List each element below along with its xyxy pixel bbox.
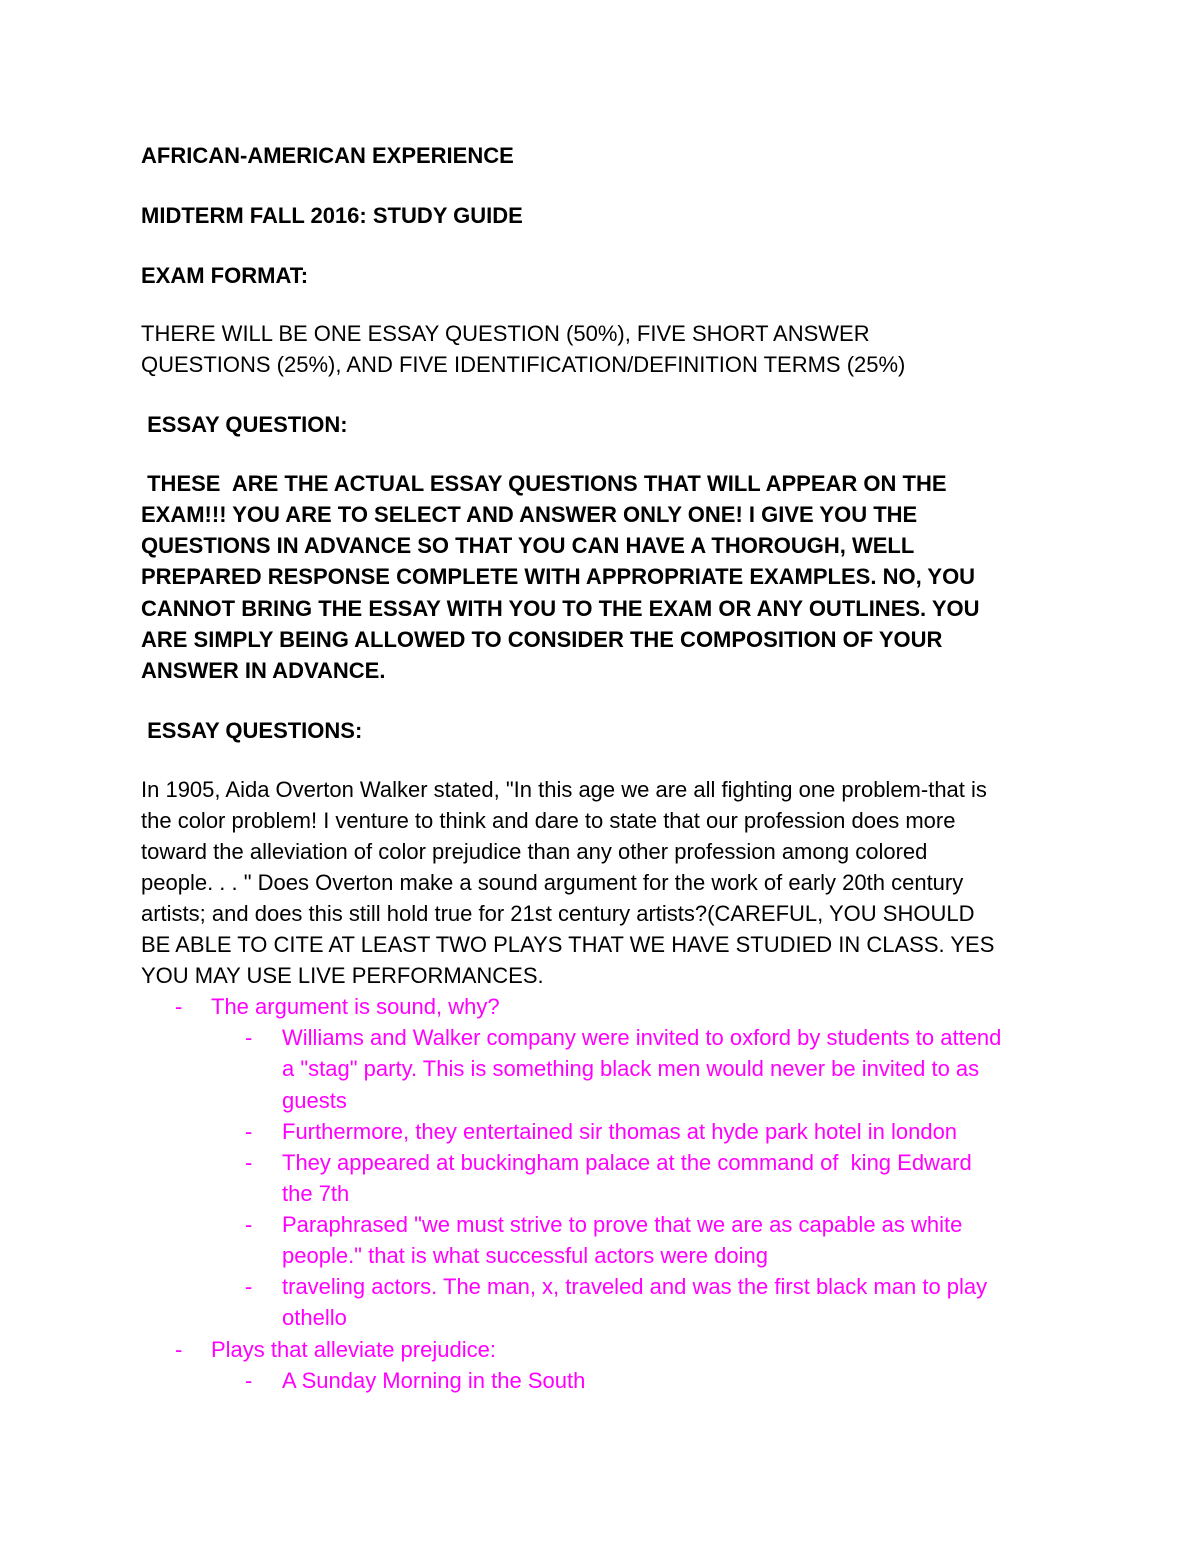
note-point: The argument is sound, why? [211,994,500,1019]
note-subpoint-line: othello [282,1305,347,1330]
note-subpoint-line: Furthermore, they entertained sir thomas at hyde park hotel in london [282,1119,958,1144]
note-subpoint-line: They appeared at buckingham palace at the command of king Edward [282,1150,972,1175]
bullet-dash: - [175,1337,183,1362]
essay-question-line: artists; and does this still hold true for 21st century artists?(CAREFUL, YOU SHOULD [141,901,975,926]
essay-instructions-line: ANSWER IN ADVANCE. [141,658,386,683]
note-subpoint-line: traveling actors. The man, x, traveled and was the first black man to play [282,1274,988,1299]
exam-format-line: THERE WILL BE ONE ESSAY QUESTION (50%), FIVE SHORT ANSWER [141,321,870,346]
essay-question-line: In 1905, Aida Overton Walker stated, "In this age we are all fighting one problem-that is [141,777,987,802]
essay-instructions-line: THESE ARE THE ACTUAL ESSAY QUESTIONS THAT WILL APPEAR ON THE [141,471,947,496]
essay-instructions-line: CANNOT BRING THE ESSAY WITH YOU TO THE EXAM OR ANY OUTLINES. YOU [141,596,980,621]
document-subtitle: MIDTERM FALL 2016: STUDY GUIDE [141,203,523,228]
note-subpoint-line: Williams and Walker company were invited to oxford by students to attend [282,1025,1002,1050]
essay-instructions-line: EXAM!!! YOU ARE TO SELECT AND ANSWER ONLY ONE! I GIVE YOU THE [141,502,918,527]
essay-questions-heading: ESSAY QUESTIONS: [141,718,363,743]
essay-question-heading: ESSAY QUESTION: [141,412,348,437]
note-subpoint-line: A Sunday Morning in the South [282,1368,586,1393]
bullet-dash: - [245,1150,253,1175]
note-subpoint-line: guests [282,1088,347,1113]
bullet-dash: - [245,1274,253,1299]
essay-question-line: BE ABLE TO CITE AT LEAST TWO PLAYS THAT WE HAVE STUDIED IN CLASS. YES [141,932,995,957]
bullet-dash: - [245,1212,253,1237]
essay-question-line: people. . . " Does Overton make a sound argument for the work of early 20th century [141,870,964,895]
note-subpoint-line: Paraphrased "we must strive to prove that we are as capable as white [282,1212,963,1237]
essay-question-line: toward the alleviation of color prejudice than any other profession among colored [141,839,928,864]
essay-instructions-line: QUESTIONS IN ADVANCE SO THAT YOU CAN HAVE A THOROUGH, WELL [141,533,915,558]
bullet-dash: - [175,994,183,1019]
bullet-dash: - [245,1368,253,1393]
essay-instructions-line: ARE SIMPLY BEING ALLOWED TO CONSIDER THE COMPOSITION OF YOUR [141,627,943,652]
bullet-dash: - [245,1119,253,1144]
note-subpoint-line: a "stag" party. This is something black men would never be invited to as [282,1056,980,1081]
exam-format-line: QUESTIONS (25%), AND FIVE IDENTIFICATION/DEFINITION TERMS (25%) [141,352,906,377]
essay-instructions-line: PREPARED RESPONSE COMPLETE WITH APPROPRIATE EXAMPLES. NO, YOU [141,564,976,589]
exam-format-heading: EXAM FORMAT: [141,263,309,288]
note-point: Plays that alleviate prejudice: [211,1337,496,1362]
note-subpoint-line: people." that is what successful actors were doing [282,1243,768,1268]
document-title: AFRICAN-AMERICAN EXPERIENCE [141,143,514,168]
essay-question-line: the color problem! I venture to think and dare to state that our profession does more [141,808,956,833]
bullet-dash: - [245,1025,253,1050]
note-subpoint-line: the 7th [282,1181,350,1206]
essay-question-line: YOU MAY USE LIVE PERFORMANCES. [141,963,544,988]
